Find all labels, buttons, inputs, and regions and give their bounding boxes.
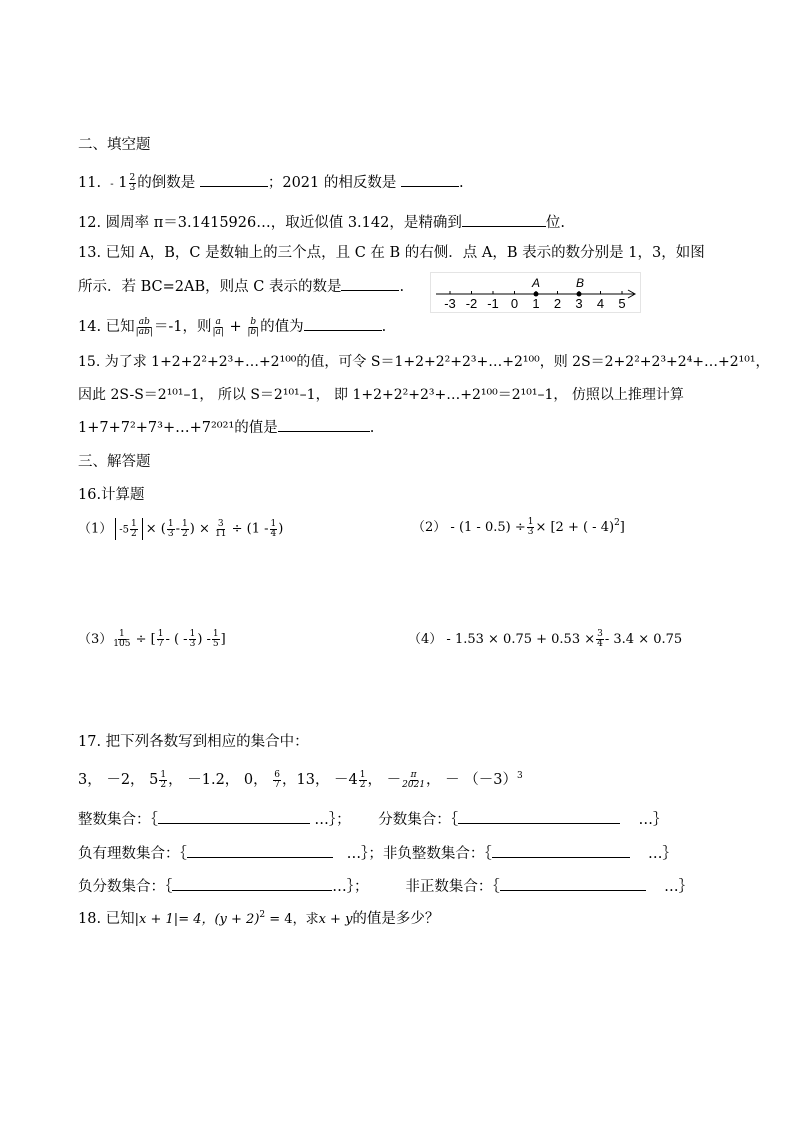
question-16-part2: （2） - (1 - 0.5) ÷ $\frac{1}{3}$ × [2 + ( - 4)$^2$] bbox=[412, 517, 625, 537]
axis-tick-label: 1 bbox=[532, 296, 540, 311]
point-a-label: A bbox=[532, 276, 541, 290]
question-16-part3: （3） $\frac{1}{105}$ ÷ [ $\frac{1}{7}$ - ( - $\frac{1}{3}$ ) - $\frac{1}{5}$ ] bbox=[78, 629, 226, 649]
section3-title: 三、解答题 bbox=[78, 454, 151, 470]
question-16-part1: （1） -5 $\frac{1}{2}$ × ( $\frac{1}{3}$ - $\frac{1}{2}$ ) × $\frac{3}{11}$ ÷ (1 - $\frac{1}{4}$ ) bbox=[78, 518, 284, 539]
answer-blank-11b[interactable] bbox=[401, 172, 459, 187]
point-a-dot bbox=[534, 292, 539, 297]
point-b-dot bbox=[577, 292, 582, 297]
axis-tick-label: -2 bbox=[465, 296, 478, 311]
question-17-numbers: 3， －2， 5 $\frac{1}{2}$ ， －1.2， 0， $\frac{6}{7}$ ，13， －4 $\frac{1}{2}$ ， － $\frac{\pi}{2021}$ ， － $(-3)^3$ bbox=[78, 769, 523, 790]
answer-blank-11a[interactable] bbox=[200, 172, 268, 187]
point-b-label: B bbox=[576, 276, 585, 290]
nonnegative-integer-set-blank[interactable] bbox=[492, 843, 630, 858]
question-14: 14. 已知 $\frac{ab}{|ab|}$ ＝-1，则 $\frac{a}{|a|}$ + $\frac{b}{|b|}$ 的值为 . bbox=[78, 316, 387, 337]
question-16-title: 16.计算题 bbox=[78, 487, 145, 503]
nonpositive-set-blank[interactable] bbox=[500, 876, 646, 891]
answer-blank-12[interactable] bbox=[462, 212, 546, 227]
answer-blank-14[interactable] bbox=[304, 316, 382, 331]
axis-tick-label: -3 bbox=[444, 296, 456, 311]
answer-blank-13[interactable] bbox=[341, 276, 399, 291]
question-11: 11. - 1 $\frac{2}{3}$ 的倒数是 ；2021 的相反数是 . bbox=[78, 172, 464, 193]
question-12: 12. 圆周率 π＝3.1415926…，取近似值 3.142，是精确到 位. bbox=[78, 212, 565, 233]
number-line-figure bbox=[430, 272, 644, 314]
question-15-line1: 15. 为了求 1+2+2²+2³+…+2¹⁰⁰的值，可令 S＝1+2+2²+2³+…+2¹⁰⁰，则 2S＝2+2²+2³+2⁴+…+2¹⁰¹， bbox=[78, 354, 770, 370]
set-row-2: 负有理数集合：｛ …｝；非负整数集合：｛ …｝ bbox=[78, 843, 677, 864]
question-16-part4: （4） - 1.53 × 0.75 + 0.53 × $\frac{3}{4}$ - 3.4 × 0.75 bbox=[408, 629, 683, 649]
set-row-1: 整数集合：｛ …｝； 分数集合：｛ …｝ bbox=[78, 809, 667, 830]
axis-tick-label: 0 bbox=[510, 296, 519, 311]
axis-tick-label: 4 bbox=[596, 296, 605, 311]
set-row-3: 负分数集合：｛ …｝； 非正数集合：｛ …｝ bbox=[78, 876, 693, 897]
question-15-line2: 因此 2S-S＝2¹⁰¹–1， 所以 S＝2¹⁰¹–1， 即 1+2+2²+2³+…+2¹⁰⁰＝2¹⁰¹–1， 仿照以上推理计算 bbox=[78, 387, 684, 403]
question-17-title: 17. 把下列各数写到相应的集合中： bbox=[78, 734, 309, 750]
question-13-line2: 所示．若 BC=2AB，则点 C 表示的数是 . bbox=[78, 276, 404, 297]
question-15-line3: 1+7+7²+7³+…+7²⁰²¹的值是 . bbox=[78, 417, 374, 438]
axis-tick-label: -1 bbox=[487, 296, 499, 311]
answer-blank-15[interactable] bbox=[278, 417, 370, 432]
fraction-set-blank[interactable] bbox=[458, 809, 620, 824]
axis-tick-label: 3 bbox=[575, 296, 583, 311]
integer-set-blank[interactable] bbox=[158, 809, 310, 824]
question-18: 18. 已知|x + 1|= 4，$(y + 2)^2 = 4$，求x + y的值是多少？ bbox=[78, 910, 440, 927]
axis-tick-label: 5 bbox=[618, 296, 626, 311]
section2-title: 二、填空题 bbox=[78, 137, 151, 153]
question-13-line1: 13. 已知 A，B，C 是数轴上的三个点，且 C 在 B 的右侧．点 A，B 表示的数分别是 1，3，如图 bbox=[78, 245, 705, 261]
negative-fraction-set-blank[interactable] bbox=[172, 876, 332, 891]
axis-tick-label: 2 bbox=[553, 296, 562, 311]
negative-rational-set-blank[interactable] bbox=[187, 843, 333, 858]
